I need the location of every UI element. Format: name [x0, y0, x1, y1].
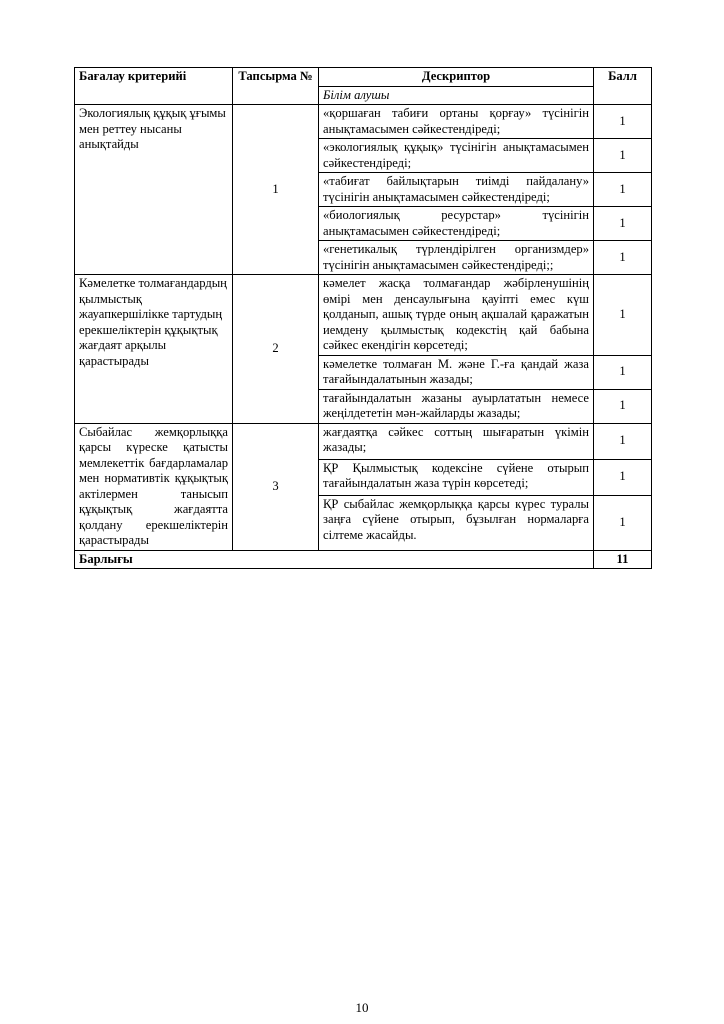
descriptor-cell: «экологиялық құқық» түсінігін анықтамасымен сәйкестендіреді; — [319, 139, 594, 173]
descriptor-cell: «генетикалық түрлендірілген организмдер» түсінігін анықтамасымен сәйкестендіреді;; — [319, 241, 594, 275]
criterion-cell: Экологиялық құқық ұғымы мен реттеу нысаны анықтайды — [75, 105, 233, 275]
descriptor-cell: ҚР Қылмыстық кодексіне сүйене отырып тағайындалатын жаза түрін көрсетеді; — [319, 459, 594, 495]
score-cell: 1 — [594, 389, 652, 423]
total-label: Барлығы — [75, 550, 594, 569]
descriptor-cell: «табиғат байлықтарын тиімді пайдалану» түсінігін анықтамасымен сәйкестендіреді; — [319, 173, 594, 207]
page-number: 10 — [355, 1000, 369, 1015]
descriptor-subheader: Білім алушы — [319, 86, 594, 105]
score-cell: 1 — [594, 139, 652, 173]
criterion-cell: Сыбайлас жемқорлыққа қарсы күреске қатысты мемлекеттік бағдарламалар мен нормативтік құқықтық актілермен танысып құқықтық жағдаятта қолдану ерекшеліктерін қарастырады — [75, 423, 233, 550]
table-row — [75, 275, 652, 356]
score-cell: 1 — [594, 275, 652, 356]
rubric-table — [74, 67, 652, 569]
descriptor-cell: кәмелетке толмаған М. және Г.-ға қандай жаза тағайындалатынын жазады; — [319, 355, 594, 389]
task-number-cell: 1 — [233, 105, 319, 275]
descriptor-cell: «қоршаған табиғи ортаны қорғау» түсінігін анықтамасымен сәйкестендіреді; — [319, 105, 594, 139]
descriptor-cell: тағайындалатын жазаны ауырлататын немесе жеңілдететін мән-жайларды жазады; — [319, 389, 594, 423]
assessment-rubric — [74, 67, 651, 569]
score-cell: 1 — [594, 105, 652, 139]
criterion-cell: Кәмелетке толмағандардың қылмыстық жауапкершілікке тартудың ерекшеліктерін құқықтық жағдаят арқылы қарастырады — [75, 275, 233, 424]
table-row — [75, 423, 652, 459]
task-number-cell: 2 — [233, 275, 319, 424]
score-cell: 1 — [594, 495, 652, 550]
score-cell: 1 — [594, 459, 652, 495]
total-score: 11 — [594, 550, 652, 569]
descriptor-cell: «биологиялық ресурстар» түсінігін анықтамасымен сәйкестендіреді; — [319, 207, 594, 241]
score-cell: 1 — [594, 355, 652, 389]
task-header: Тапсырма № — [233, 68, 319, 105]
descriptor-cell: жағдаятқа сәйкес соттың шығаратын үкімін жазады; — [319, 423, 594, 459]
header-row — [75, 68, 652, 87]
score-cell: 1 — [594, 173, 652, 207]
score-cell: 1 — [594, 207, 652, 241]
table-row — [75, 105, 652, 139]
score-cell: 1 — [594, 241, 652, 275]
total-row — [75, 550, 652, 569]
criterion-header: Бағалау критерийі — [75, 68, 233, 105]
score-header: Балл — [594, 68, 652, 105]
descriptor-cell: кәмелет жасқа толмағандар жәбірленушінің өмірі мен денсаулығына қауіпті емес күш қолданып, ашық түрде оның ақшалай қаражатын иемдену қылмыстық кодекстің қай бабына сәйкес екендігін көрсетеді; — [319, 275, 594, 356]
score-cell: 1 — [594, 423, 652, 459]
task-number-cell: 3 — [233, 423, 319, 550]
descriptor-cell: ҚР сыбайлас жемқорлыққа қарсы күрес туралы заңға сүйене отырып, бұзылған нормаларға сілтеме жасайды. — [319, 495, 594, 550]
descriptor-header: Дескриптор — [319, 68, 594, 87]
